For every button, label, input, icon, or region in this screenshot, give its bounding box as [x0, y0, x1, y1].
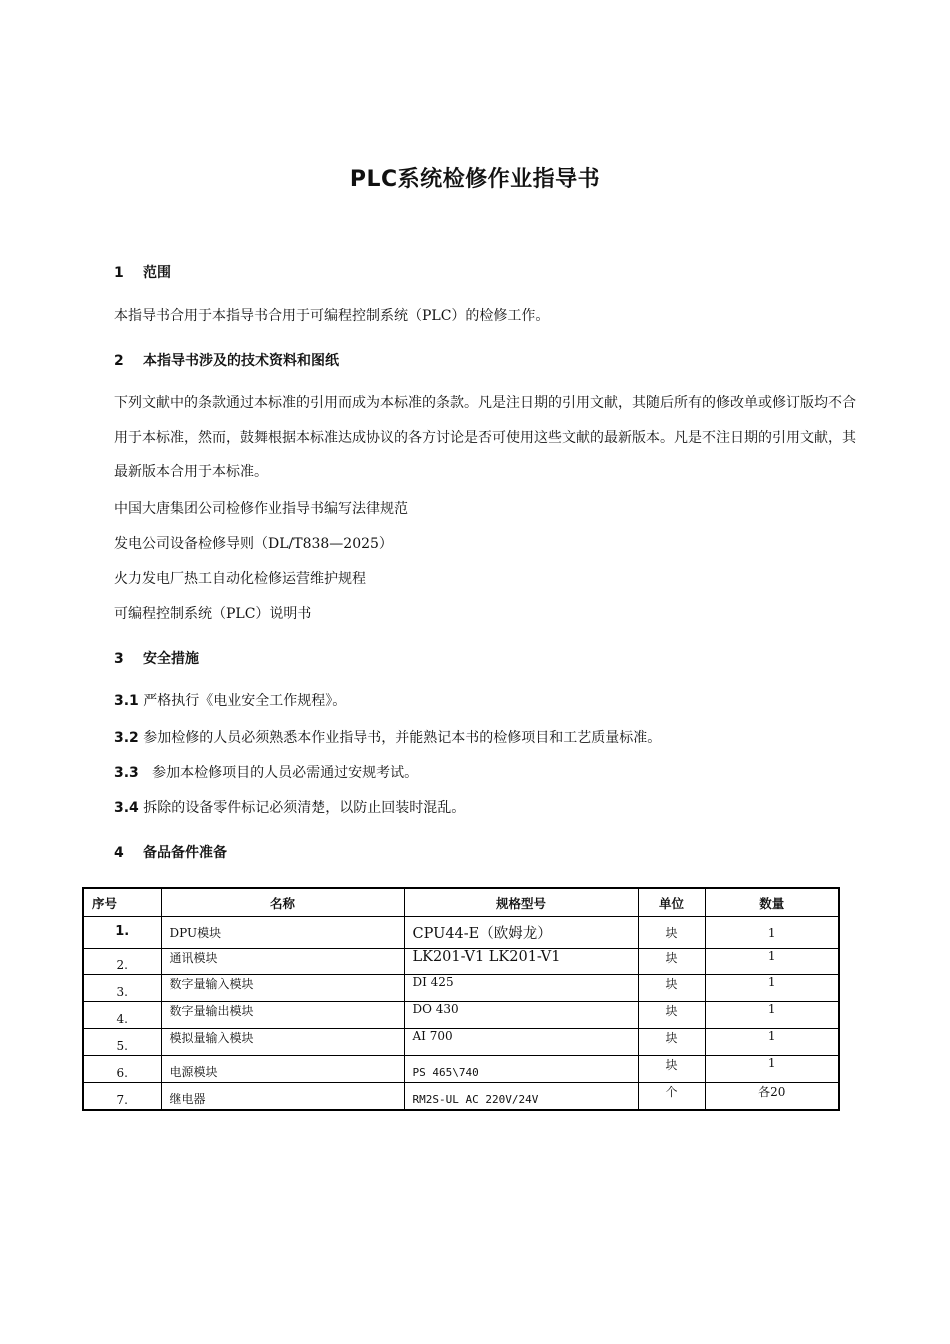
- section-2-paragraph: 下列文献中的条款通过本标准的引用而成为本标准的条款。凡是注日期的引用文献，其随后所有的修改单或修订版均不合用于本标准，然而，鼓舞根据本标准达成协议的各方讨论是否可使用这些文献的最新版本。凡是不注日期的引用文献，其最新版本合用于本标准。: [114, 395, 856, 480]
- row-index: 1.: [83, 917, 161, 949]
- column-header: 数量: [705, 888, 839, 917]
- table-row: [83, 975, 839, 1002]
- safety-item: [114, 762, 418, 782]
- row-unit: 块: [638, 917, 705, 949]
- row-unit: 块: [638, 1029, 705, 1056]
- section-3-heading: [114, 648, 199, 668]
- section-number: 1: [114, 265, 124, 281]
- table-row: [83, 1029, 839, 1056]
- section-1-text: 本指导书合用于本指导书合用于可编程控制系统（PLC）的检修工作。: [114, 308, 550, 324]
- row-qty: 1: [705, 975, 839, 1002]
- safety-item: [114, 690, 346, 710]
- item-number: 3.1: [114, 693, 139, 709]
- row-qty: 各20: [705, 1083, 839, 1110]
- item-number: 3.2: [114, 730, 139, 746]
- item-text: 参加本检修项目的人员必需通过安规考试。: [152, 765, 419, 781]
- table-row: [83, 1002, 839, 1029]
- section-number: 2: [114, 353, 124, 369]
- row-name: 模拟量输入模块: [161, 1029, 404, 1056]
- row-name: DPU模块: [161, 917, 404, 949]
- section-title: 本指导书涉及的技术资料和图纸: [143, 353, 339, 369]
- section-4-heading: [114, 842, 227, 862]
- row-spec: PS 465\740: [404, 1056, 638, 1083]
- row-qty: 1: [705, 1002, 839, 1029]
- column-header: 序号: [83, 888, 161, 917]
- section-title: 安全措施: [143, 651, 199, 667]
- row-name: 电源模块: [161, 1056, 404, 1083]
- table-row: [83, 949, 839, 975]
- document-title: PLC系统检修作业指导书: [349, 167, 601, 192]
- row-spec: DO 430: [404, 1002, 638, 1029]
- section-number: 3: [114, 651, 124, 667]
- row-name: 继电器: [161, 1083, 404, 1110]
- section-number: 4: [114, 845, 124, 861]
- row-name: 数字量输出模块: [161, 1002, 404, 1029]
- spare-parts-table: [82, 887, 840, 1111]
- row-qty: 1: [705, 1029, 839, 1056]
- table-row: [83, 917, 839, 949]
- row-index: 4.: [83, 1002, 161, 1029]
- column-header: 规格型号: [404, 888, 638, 917]
- item-text: 严格执行《电业安全工作规程》。: [143, 693, 347, 709]
- row-unit: 块: [638, 975, 705, 1002]
- row-index: 7.: [83, 1083, 161, 1110]
- row-unit: 个: [638, 1083, 705, 1110]
- column-header: 单位: [638, 888, 705, 917]
- section-title: 备品备件准备: [143, 845, 227, 861]
- section-title: 范围: [143, 265, 171, 281]
- item-text: 参加检修的人员必须熟悉本作业指导书，并能熟记本书的检修项目和工艺质量标准。: [143, 730, 662, 746]
- table-row: [83, 1056, 839, 1083]
- row-index: 3.: [83, 975, 161, 1002]
- row-unit: 块: [638, 1002, 705, 1029]
- row-index: 2.: [83, 949, 161, 975]
- safety-item: [114, 727, 661, 747]
- section-1-heading: [114, 262, 171, 282]
- item-number: 3.3: [114, 765, 139, 781]
- row-spec: RM2S-UL AC 220V/24V: [404, 1083, 638, 1110]
- reference-item: 发电公司设备检修导则（DL/T838—2025）: [114, 536, 393, 552]
- row-unit: 块: [638, 949, 705, 975]
- column-header: 名称: [161, 888, 404, 917]
- reference-item: 中国大唐集团公司检修作业指导书编写法律规范: [114, 501, 408, 517]
- section-2-heading: [114, 350, 339, 370]
- safety-item: [114, 797, 465, 817]
- row-spec: LK201-V1 LK201-V1: [404, 949, 638, 975]
- row-qty: 1: [705, 949, 839, 975]
- row-name: 数字量输入模块: [161, 975, 404, 1002]
- table-row: [83, 1083, 839, 1110]
- row-qty: 1: [705, 1056, 839, 1083]
- row-name: 通讯模块: [161, 949, 404, 975]
- row-unit: 块: [638, 1056, 705, 1083]
- table-header-row: [83, 888, 839, 917]
- row-index: 6.: [83, 1056, 161, 1083]
- item-text: 拆除的设备零件标记必须清楚，以防止回装时混乱。: [143, 800, 466, 816]
- row-spec: AI 700: [404, 1029, 638, 1056]
- row-spec: CPU44-E（欧姆龙）: [404, 917, 638, 949]
- reference-item: 火力发电厂热工自动化检修运营维护规程: [114, 571, 366, 587]
- row-spec: DI 425: [404, 975, 638, 1002]
- item-number: 3.4: [114, 800, 139, 816]
- reference-item: 可编程控制系统（PLC）说明书: [114, 606, 312, 622]
- row-qty: 1: [705, 917, 839, 949]
- row-index: 5.: [83, 1029, 161, 1056]
